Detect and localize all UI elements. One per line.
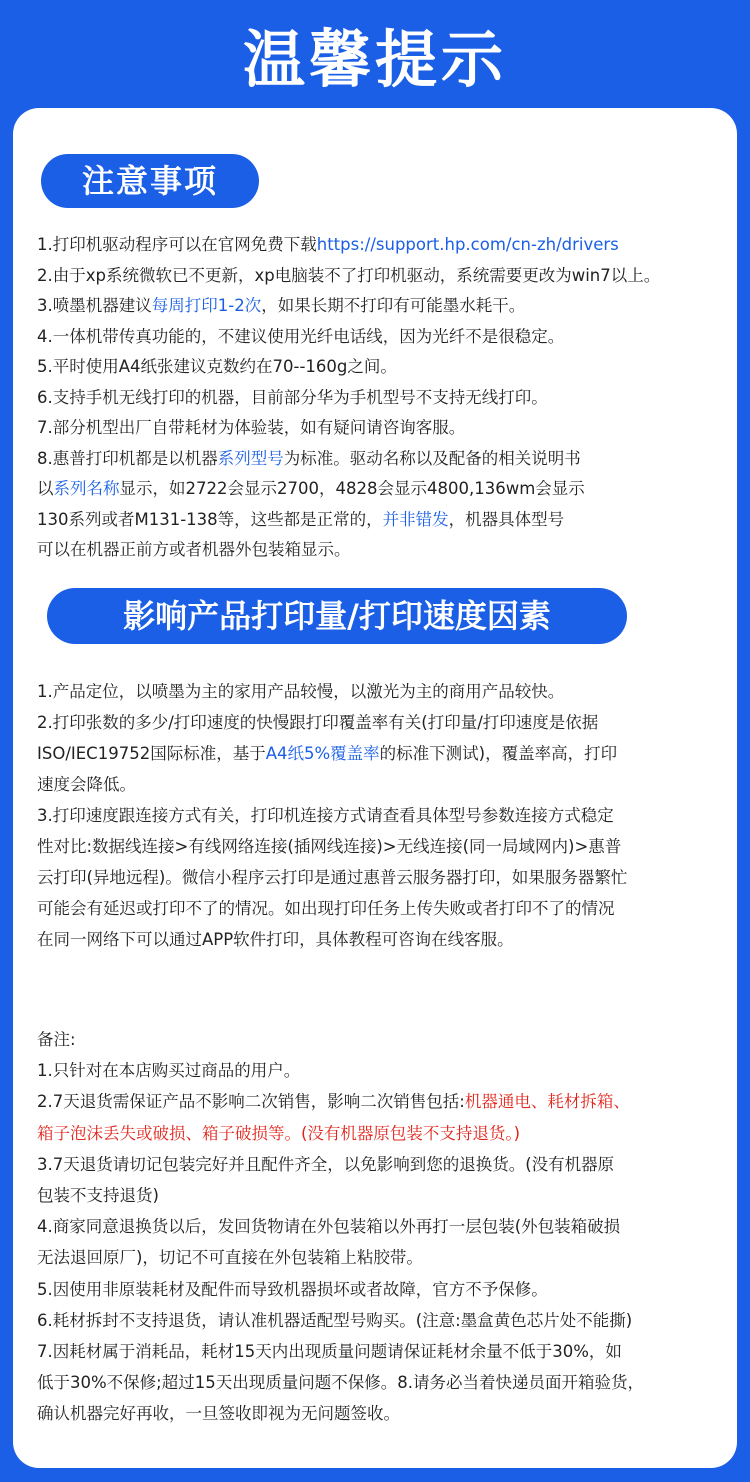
list-item: 1.只针对在本店购买过商品的用户。 [37, 1061, 301, 1081]
content-card [13, 108, 737, 1468]
list-item: 6.支持手机无线打印的机器，目前部分华为手机型号不支持无线打印。 [37, 387, 548, 407]
driver-download-link[interactable]: https://support.hp.com/cn-zh/drivers [316, 235, 619, 254]
list-item: 包装不支持退货) [37, 1186, 159, 1206]
list-item: 1.打印机驱动程序可以在官网免费下载https://support.hp.com/cn-zh/drivers [37, 235, 619, 254]
list-item: 2.由于xp系统微软已不更新，xp电脑装不了打印机驱动，系统需要更改为win7以上。 [37, 265, 661, 285]
list-item: 6.耗材拆封不支持退货，请认准机器适配型号购买。(注意:墨盒黄色芯片处不能撕) [37, 1310, 633, 1330]
list-item: 130系列或者M131-138等，这些都是正常的，并非错发，机器具体型号 [37, 509, 565, 529]
list-item: 5.因使用非原装耗材及配件而导致机器损坏或者故障，官方不予保修。 [37, 1279, 548, 1299]
list-item: 2.7天退货需保证产品不影响二次销售，影响二次销售包括:机器通电、耗材拆箱、 [37, 1092, 630, 1112]
list-item: 5.平时使用A4纸张建议克数约在70--160g之间。 [37, 357, 397, 376]
list-item: 确认机器完好再收，一旦签收即视为无问题签收。 [37, 1404, 400, 1424]
list-item: 2.打印张数的多少/打印速度的快慢跟打印覆盖率有关(打印量/打印速度是依据 [37, 713, 599, 732]
speed-factors-list [37, 676, 727, 955]
list-item: 4.商家同意退换货以后，发回货物请在外包装箱以外再打一层包装(外包装箱破损 [37, 1217, 621, 1237]
list-item: 3.打印速度跟连接方式有关，打印机连接方式请查看具体型号参数连接方式稳定 [37, 806, 614, 825]
remarks-heading: 备注: [37, 1030, 76, 1049]
list-item: 1.产品定位，以喷墨为主的家用产品较慢，以激光为主的商用产品较快。 [37, 682, 565, 701]
list-item: 在同一网络下可以通过APP软件打印，具体教程可咨询在线客服。 [37, 930, 514, 949]
list-item: ISO/IEC19752国际标准，基于A4纸5%覆盖率的标准下测试)，覆盖率高，打印 [37, 744, 618, 763]
list-item: 可能会有延迟或打印不了的情况。如出现打印任务上传失败或者打印不了的情况 [37, 899, 615, 918]
list-item: 箱子泡沫丢失或破损、箱子破损等。(没有机器原包装不支持退货。) [37, 1123, 521, 1143]
list-item: 以系列名称显示，如2722会显示2700，4828会显示4800,136wm会显示 [37, 479, 585, 498]
remarks-list [37, 1024, 727, 1430]
list-item: 性对比:数据线连接>有线网络连接(插网线连接)>无线连接(同一局域网内)>惠普 [37, 837, 622, 856]
list-item: 3.喷墨机器建议每周打印1-2次，如果长期不打印有可能墨水耗干。 [37, 296, 526, 315]
list-item: 7.因耗材属于消耗品，耗材15天内出现质量问题请保证耗材余量不低于30%，如 [37, 1342, 622, 1362]
list-item: 8.惠普打印机都是以机器系列型号为标准。驱动名称以及配备的相关说明书 [37, 448, 581, 468]
notes-list [37, 230, 727, 566]
list-item: 无法退回原厂)，切记不可直接在外包装箱上粘胶带。 [37, 1248, 423, 1268]
list-item: 7.部分机型出厂自带耗材为体验装，如有疑问请咨询客服。 [37, 418, 466, 437]
list-item: 3.7天退货请切记包装完好并且配件齐全，以免影响到您的退换货。(没有机器原 [37, 1154, 615, 1174]
list-item: 云打印(异地远程)。微信小程序云打印是通过惠普云服务器打印，如果服务器繁忙 [37, 868, 628, 887]
list-item: 速度会降低。 [37, 775, 136, 794]
list-item: 4.一体机带传真功能的，不建议使用光纤电话线，因为光纤不是很稳定。 [37, 326, 565, 346]
page-title: 温馨提示 [242, 23, 507, 96]
list-item: 低于30%不保修;超过15天出现质量问题不保修。8.请务必当着快递员面开箱验货， [37, 1373, 644, 1393]
section-heading-print-speed: 影响产品打印量/打印速度因素 [47, 588, 627, 644]
section-heading-notes: 注意事项 [41, 154, 259, 208]
list-item: 可以在机器正前方或者机器外包装箱显示。 [37, 540, 351, 559]
